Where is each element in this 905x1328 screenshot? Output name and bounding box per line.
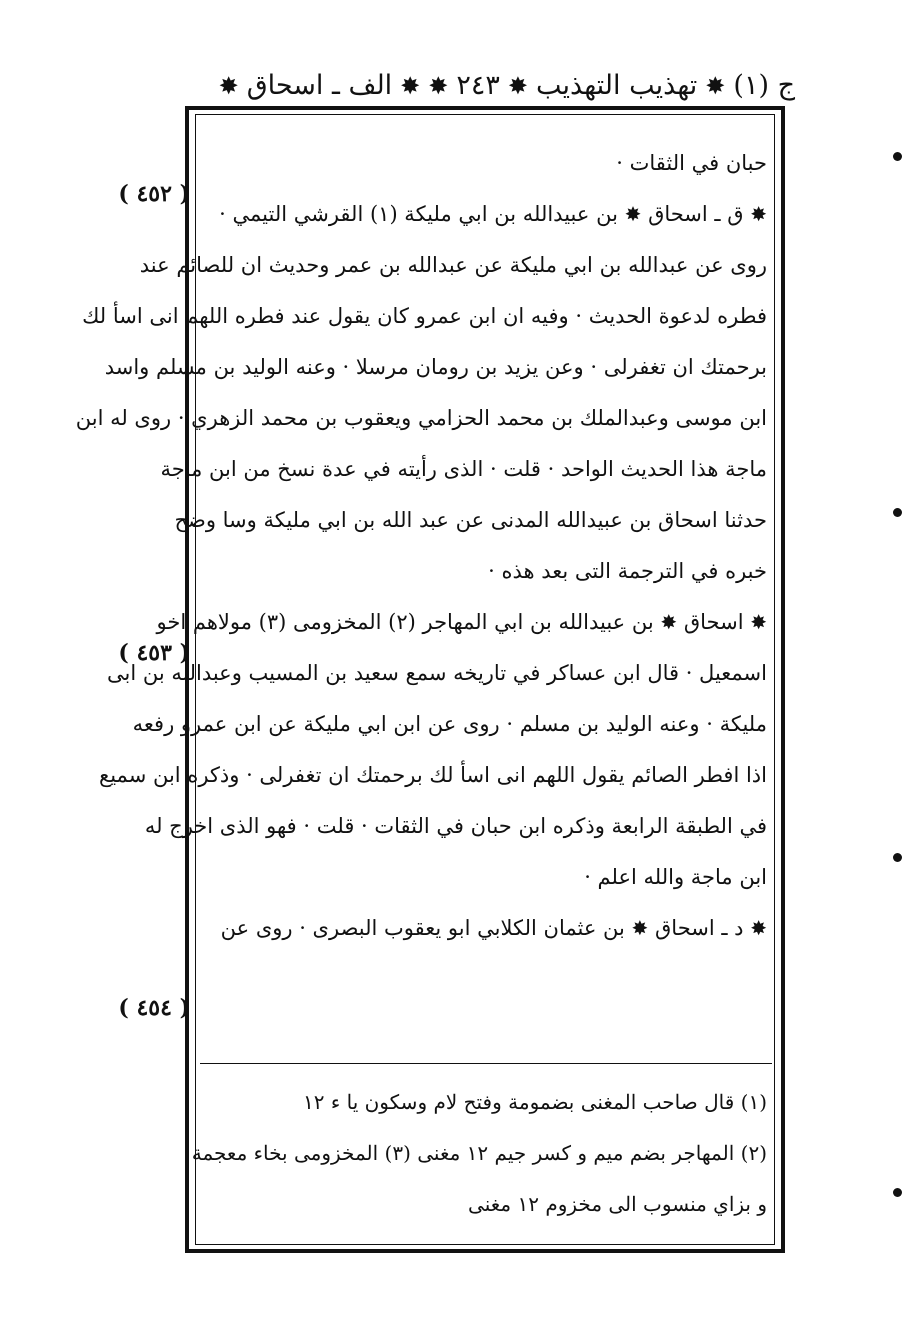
ornament-icon: ✸: [507, 72, 529, 100]
text-line: ابن موسى وعبدالملك بن محمد الحزامي ويعقوب بن محمد الزهري · روى له ابن: [75, 406, 767, 430]
scan-mark: [893, 1188, 902, 1197]
scan-mark: [893, 508, 902, 517]
text-line: روى عن عبدالله بن ابي مليكة عن عبدالله بن عمر وحديث ان للصائم عند: [139, 253, 767, 277]
entry-number: ( ٤٥٢ ): [118, 181, 190, 207]
text-line: حبان في الثقات ·: [616, 151, 767, 175]
scan-mark: [893, 853, 902, 862]
text-line: فطره لدعوة الحديث · وفيه ان ابن عمرو كان يقول عند فطره اللهم انى اسأ لك: [82, 304, 767, 328]
section-title: الف ـ اسحاق: [246, 70, 393, 101]
ornament-icon: ✸: [400, 72, 421, 100]
footnote: (١) قال صاحب المغنى بضمومة وفتح لام وسكون يا ء ١٢: [303, 1090, 767, 1114]
ornament-icon: ✸: [705, 72, 726, 100]
ornament-icon: ✸: [624, 202, 642, 226]
entry-lineage: بن عثمان الكلابي ابو يعقوب البصرى · روى عن: [220, 916, 625, 940]
text-line: ابن ماجة والله اعلم ·: [584, 865, 767, 889]
text-line: اذا افطر الصائم يقول اللهم انى اسأ لك برحمتك ان تغفرلى · وذكره ابن سميع: [99, 763, 767, 787]
page-header: [195, 62, 795, 110]
entry-name: ق ـ اسحاق: [648, 202, 744, 226]
ornament-icon: ✸: [750, 202, 767, 226]
entry-number: ( ٤٥٤ ): [118, 995, 190, 1021]
footnote: (٢) المهاجر بضم ميم و كسر جيم ١٢ مغنى (٣) المخزومى بخاء معجمة: [191, 1141, 767, 1165]
book-title: تهذيب التهذيب: [536, 70, 698, 101]
ornament-icon: ✸: [750, 916, 767, 940]
ornament-icon: ✸: [218, 72, 239, 100]
ornament-icon: ✸: [428, 72, 449, 100]
footnote: و بزاي منسوب الى مخزوم ١٢ مغنى: [468, 1192, 767, 1216]
ornament-icon: ✸: [631, 916, 649, 940]
text-line: اسمعيل · قال ابن عساكر في تاريخه سمع سعيد بن المسيب وعبدالله بن ابى: [107, 661, 767, 685]
scan-mark: [893, 152, 902, 161]
footnotes: [191, 1076, 767, 1229]
text-line: في الطبقة الرابعة وذكره ابن حبان في الثقات · قلت · فهو الذى اخرج له: [144, 814, 767, 838]
page-number: ٢٤٣: [456, 70, 500, 101]
footnote-separator: [200, 1063, 772, 1064]
text-line: حدثنا اسحاق بن عبيدالله المدنى عن عبد الله بن ابي مليكة وسا وضح: [174, 508, 767, 532]
volume-number: ج (١): [733, 70, 795, 101]
entry-heading: [205, 903, 767, 954]
text-line: مليكة · وعنه الوليد بن مسلم · روى عن ابن ابي مليكة عن ابن عمرو رفعه: [132, 712, 767, 736]
text-line: برحمتك ان تغفرلى · وعن يزيد بن رومان مرسلا · وعنه الوليد بن مسلم واسد: [104, 355, 767, 379]
entry-name: اسحاق: [683, 610, 744, 634]
entry-heading: [205, 189, 767, 240]
entry-name: د ـ اسحاق: [655, 916, 744, 940]
text-line: خبره في الترجمة التى بعد هذه ·: [488, 559, 767, 583]
entry-heading: [156, 597, 767, 648]
entry-lineage: بن عبيدالله بن ابي المهاجر (٢) المخزومى (٣) مولاهم اخو: [156, 610, 654, 634]
ornament-icon: ✸: [660, 610, 678, 634]
text-line: ماجة هذا الحديث الواحد · قلت · الذى رأيته في عدة نسخ من ابن ماجة: [160, 457, 767, 481]
ornament-icon: ✸: [750, 610, 767, 634]
entry-number: ( ٤٥٣ ): [118, 640, 190, 666]
entry-lineage: بن عبيدالله بن ابي مليكة (١) القرشي التيمي ·: [219, 202, 618, 226]
